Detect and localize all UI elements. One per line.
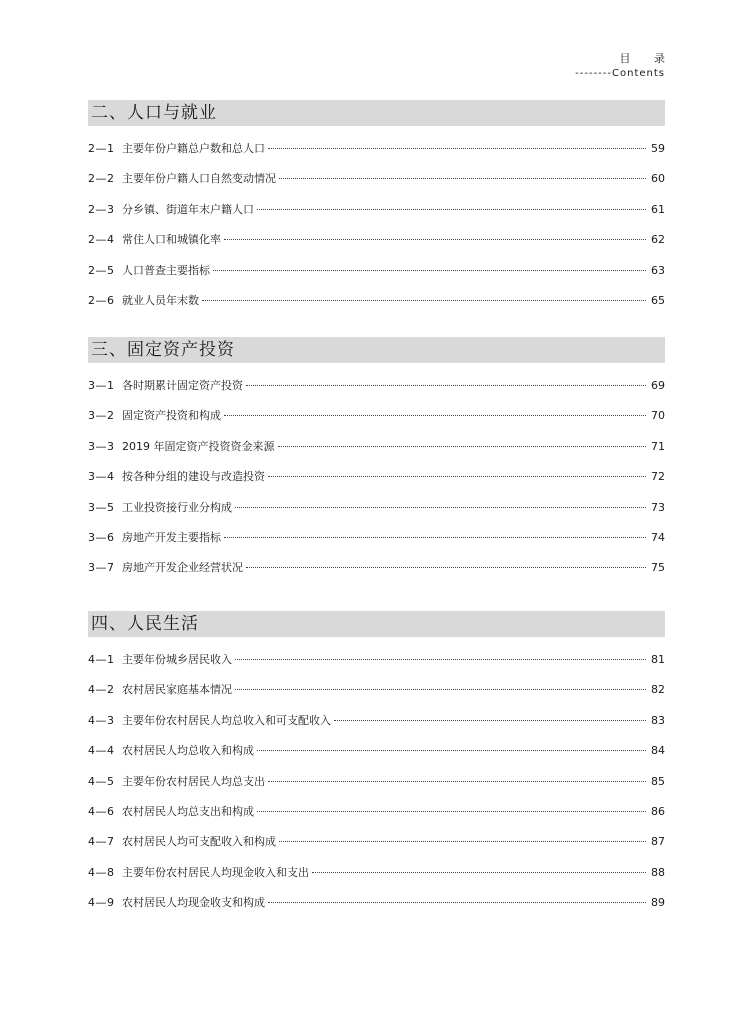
dot-leader — [224, 414, 646, 416]
toc-entry-number: 3—7 — [88, 561, 115, 575]
toc-entry[interactable] — [88, 797, 665, 827]
toc-entry[interactable] — [88, 134, 665, 164]
dot-leader — [235, 688, 646, 690]
dot-leader — [257, 208, 646, 210]
toc-entry-page: 87 — [651, 835, 665, 849]
toc-entry-page: 85 — [651, 774, 665, 788]
toc-entry-page: 62 — [651, 233, 665, 247]
toc-entry-page: 71 — [651, 439, 665, 453]
toc-entry-number: 2—1 — [88, 142, 115, 155]
dot-leader — [279, 177, 646, 179]
toc-entry[interactable] — [88, 371, 665, 401]
toc-entry-title: 分乡镇、街道年末户籍人口 — [122, 202, 254, 216]
toc-entry-page: 65 — [651, 293, 665, 307]
dot-leader — [268, 475, 646, 477]
toc-entry-title: 工业投资接行业分构成 — [122, 500, 232, 514]
toc-entry[interactable] — [88, 553, 665, 583]
header-title: 目 录 — [619, 52, 675, 65]
toc-entry-title: 农村居民人均总支出和构成 — [122, 804, 254, 818]
toc-entry-title: 主要年份农村居民人均总收入和可支配收入 — [122, 713, 331, 727]
toc-entry-page: 88 — [651, 865, 665, 879]
dot-leader — [257, 810, 646, 812]
toc-entry-number: 4—1 — [88, 653, 115, 666]
toc-entry[interactable] — [88, 858, 665, 888]
toc-entry-number: 2—4 — [88, 233, 115, 247]
dot-leader — [246, 384, 646, 386]
toc-entry-page: 70 — [651, 409, 665, 423]
toc-entry-number: 4—2 — [88, 683, 115, 697]
dot-leader — [213, 269, 646, 271]
toc-entry-number: 3—5 — [88, 500, 115, 514]
toc-entry-title: 农村居民人均可支配收入和构成 — [122, 835, 276, 849]
toc-entry-page: 61 — [651, 202, 665, 216]
toc-entry-page: 86 — [651, 804, 665, 818]
toc-entry[interactable] — [88, 164, 665, 194]
dot-leader — [268, 901, 646, 903]
toc-entry[interactable] — [88, 827, 665, 857]
toc-entry[interactable] — [88, 767, 665, 797]
toc-entry-number: 2—3 — [88, 202, 115, 216]
toc-entry-number: 3—3 — [88, 439, 115, 453]
toc-entry-number: 4—6 — [88, 804, 115, 818]
toc-entry-number: 3—2 — [88, 409, 115, 423]
toc-entry-page: 60 — [651, 172, 665, 186]
dot-leader — [268, 780, 646, 782]
dot-leader — [224, 238, 646, 240]
dot-leader — [235, 506, 646, 508]
toc-entry-title: 主要年份农村居民人均现金收入和支出 — [122, 865, 309, 879]
dot-leader — [334, 719, 646, 721]
toc-entry[interactable] — [88, 706, 665, 736]
toc-entry-title: 农村居民人均总收入和构成 — [122, 744, 254, 758]
toc-entry-title: 房地产开发企业经营状况 — [122, 561, 243, 575]
toc-entry[interactable] — [88, 286, 665, 316]
toc-entry-title: 主要年份户籍人口自然变动情况 — [122, 172, 276, 186]
toc-entry-page: 83 — [651, 713, 665, 727]
toc-entry-title: 按各种分组的建设与改造投资 — [122, 470, 265, 484]
toc-entry-page: 72 — [651, 470, 665, 484]
toc-entry-title: 固定资产投资和构成 — [122, 409, 221, 423]
toc-entry[interactable] — [88, 256, 665, 286]
section-title: 三、固定资产投资 — [88, 337, 665, 363]
toc-entry[interactable] — [88, 523, 665, 553]
dot-leader — [279, 840, 646, 842]
toc-entry[interactable] — [88, 736, 665, 766]
toc-section-population — [88, 100, 665, 316]
toc-entry-page: 75 — [651, 561, 665, 575]
toc-entry-number: 4—7 — [88, 835, 115, 849]
toc-entry-title: 房地产开发主要指标 — [122, 530, 221, 544]
toc-entry-title: 人口普查主要指标 — [122, 263, 210, 277]
header-subtitle: --------Contents — [575, 68, 665, 79]
toc-entry-title: 主要年份城乡居民收入 — [122, 653, 232, 666]
toc-entry-title: 2019 年固定资产投资资金来源 — [122, 439, 275, 453]
toc-entry-number: 4—9 — [88, 896, 115, 910]
toc-entry-title: 主要年份户籍总户数和总人口 — [122, 142, 265, 155]
toc-entry-page: 59 — [651, 142, 665, 155]
dot-leader — [246, 566, 646, 568]
dot-leader — [202, 299, 646, 301]
toc-entry-page: 82 — [651, 683, 665, 697]
toc-entry-page: 73 — [651, 500, 665, 514]
dot-leader — [278, 445, 647, 447]
toc-entry[interactable] — [88, 675, 665, 705]
toc-entry-title: 就业人员年末数 — [122, 293, 199, 307]
toc-entry-title: 农村居民人均现金收支和构成 — [122, 896, 265, 910]
toc-entry-page: 81 — [651, 653, 665, 666]
toc-entry-number: 3—6 — [88, 530, 115, 544]
toc-entry-number: 4—8 — [88, 865, 115, 879]
toc-entry[interactable] — [88, 462, 665, 492]
dot-leader — [224, 536, 646, 538]
toc-entry-title: 各时期累计固定资产投资 — [122, 379, 243, 392]
toc-entry-page: 63 — [651, 263, 665, 277]
section-title: 二、人口与就业 — [88, 100, 665, 126]
toc-entry[interactable] — [88, 195, 665, 225]
dot-leader — [235, 658, 646, 660]
toc-entry-number: 4—4 — [88, 744, 115, 758]
toc-entry-page: 69 — [651, 379, 665, 392]
toc-entry-title: 主要年份农村居民人均总支出 — [122, 774, 265, 788]
toc-entry[interactable] — [88, 401, 665, 431]
toc-section-living — [88, 611, 665, 919]
toc-entry-number: 4—5 — [88, 774, 115, 788]
toc-entry[interactable] — [88, 493, 665, 523]
toc-entry[interactable] — [88, 432, 665, 462]
toc-entry-number: 4—3 — [88, 713, 115, 727]
toc-entry-number: 2—2 — [88, 172, 115, 186]
toc-entry-page: 84 — [651, 744, 665, 758]
page-header — [575, 52, 675, 81]
dot-leader — [257, 749, 646, 751]
toc-entry[interactable] — [88, 888, 665, 918]
toc-entry-number: 3—4 — [88, 470, 115, 484]
section-title: 四、人民生活 — [88, 611, 665, 637]
dot-leader — [312, 871, 646, 873]
toc-entry-page: 89 — [651, 896, 665, 910]
dot-leader — [268, 147, 646, 149]
toc-section-investment — [88, 337, 665, 584]
toc-entry-number: 2—5 — [88, 263, 115, 277]
toc-entry[interactable] — [88, 645, 665, 675]
toc-entry-title: 常住人口和城镇化率 — [122, 233, 221, 247]
toc-entry[interactable] — [88, 225, 665, 255]
toc-entry-number: 2—6 — [88, 293, 115, 307]
toc-entry-number: 3—1 — [88, 379, 115, 392]
toc-entry-page: 74 — [651, 530, 665, 544]
toc-entry-title: 农村居民家庭基本情况 — [122, 683, 232, 697]
